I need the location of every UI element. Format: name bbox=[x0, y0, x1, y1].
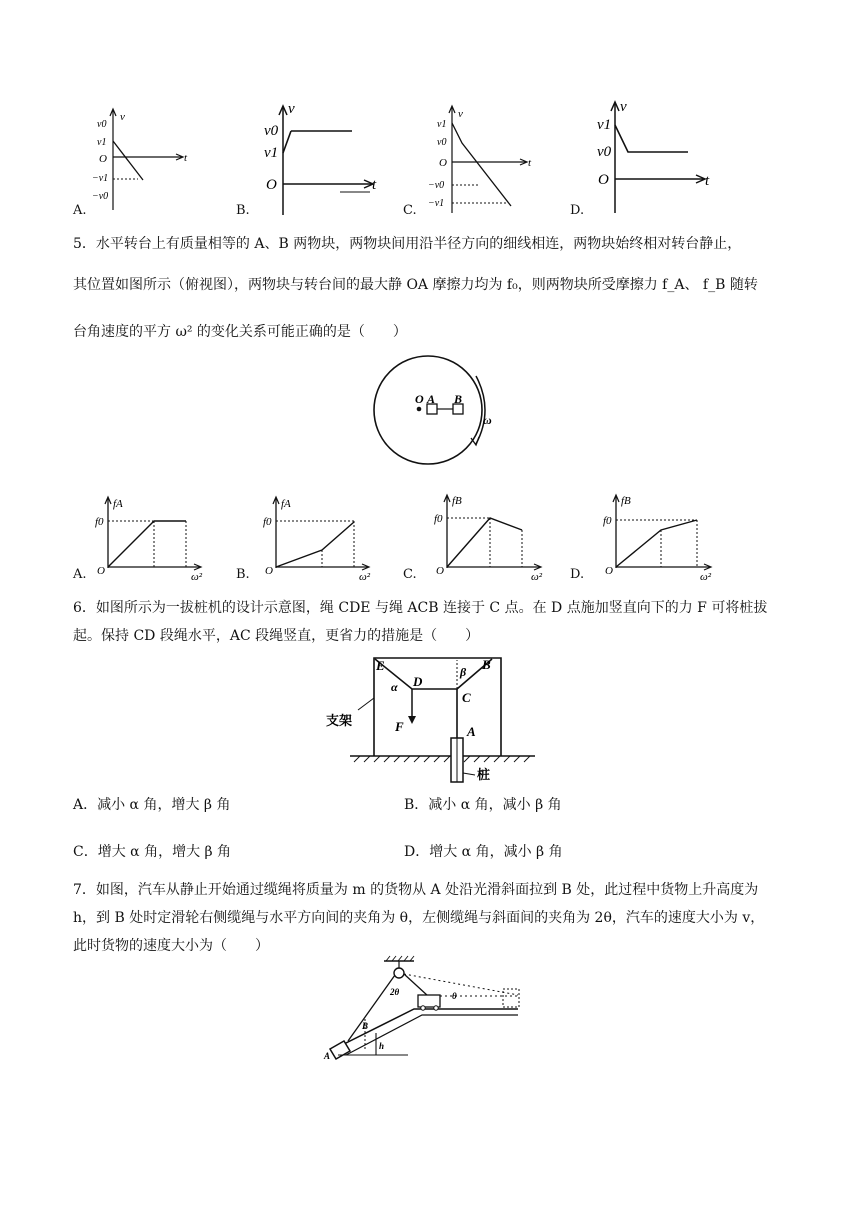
svg-text:v: v bbox=[620, 99, 627, 115]
q6-choice-b: B．减小 α 角，减小 β 角 bbox=[404, 797, 562, 813]
q5-option-b: B. bbox=[236, 567, 250, 582]
svg-text:桩: 桩 bbox=[477, 767, 491, 782]
svg-text:v: v bbox=[288, 101, 295, 117]
q6-stem bbox=[73, 594, 789, 650]
q5-graph-b bbox=[263, 497, 371, 583]
q5-graph-d bbox=[603, 495, 712, 583]
q7-line-1: 7．如图，汽车从静止开始通过缆绳将质量为 m 的货物从 A 处沿光滑斜面拉到 B 处，此过程中货物上升高度为 bbox=[73, 882, 759, 898]
svg-text:−v0: −v0 bbox=[428, 180, 445, 191]
svg-text:ω²: ω² bbox=[531, 571, 543, 583]
svg-text:−v1: −v1 bbox=[428, 198, 445, 209]
q4-option-c: C. bbox=[403, 203, 417, 218]
q5-turntable-figure bbox=[360, 350, 510, 475]
q4-option-a: A. bbox=[73, 203, 87, 218]
q4-graph-d bbox=[597, 99, 710, 213]
svg-text:ω²: ω² bbox=[700, 571, 712, 583]
q5-graph-c bbox=[434, 495, 543, 583]
svg-text:v0: v0 bbox=[97, 119, 107, 130]
svg-text:t: t bbox=[372, 177, 377, 193]
svg-text:v1: v1 bbox=[97, 137, 107, 148]
svg-text:t: t bbox=[528, 157, 532, 169]
svg-text:v1: v1 bbox=[437, 119, 447, 130]
q4-option-b: B. bbox=[236, 203, 250, 218]
svg-text:v: v bbox=[458, 108, 463, 120]
q5-option-c: C. bbox=[403, 567, 417, 582]
q5-graphs bbox=[0, 490, 860, 585]
svg-text:O: O bbox=[266, 177, 277, 193]
q4-graph-b bbox=[264, 101, 377, 215]
svg-text:θ: θ bbox=[452, 991, 457, 1001]
svg-text:支架: 支架 bbox=[326, 713, 353, 728]
svg-text:C: C bbox=[462, 690, 471, 705]
q5-graph-a bbox=[95, 497, 203, 583]
q5-line-3: 台角速度的平方 ω² 的变化关系可能正确的是（ ） bbox=[73, 324, 407, 340]
svg-text:O: O bbox=[97, 565, 105, 577]
svg-text:O: O bbox=[439, 157, 447, 169]
q5-stem bbox=[73, 230, 789, 346]
svg-text:fB: fB bbox=[621, 495, 631, 507]
svg-text:h: h bbox=[379, 1041, 385, 1051]
svg-text:−v1: −v1 bbox=[92, 173, 109, 184]
q7-stem bbox=[73, 876, 789, 960]
svg-text:ω²: ω² bbox=[359, 571, 371, 583]
q6-choice-a: A．减小 α 角，增大 β 角 bbox=[73, 797, 231, 813]
svg-text:O: O bbox=[598, 172, 609, 188]
q6-choice-c: C．增大 α 角，增大 β 角 bbox=[73, 844, 232, 860]
svg-text:O: O bbox=[436, 565, 444, 577]
q4-graphs bbox=[0, 95, 860, 220]
svg-text:v1: v1 bbox=[597, 117, 612, 133]
q7-pulley-figure bbox=[318, 955, 538, 1065]
svg-text:α: α bbox=[391, 680, 398, 694]
svg-text:D: D bbox=[413, 674, 423, 689]
svg-text:B: B bbox=[362, 1021, 369, 1031]
svg-text:A: A bbox=[467, 724, 476, 739]
svg-text:f0: f0 bbox=[603, 515, 612, 527]
svg-text:A: A bbox=[324, 1051, 331, 1061]
q6-choice-d: D．增大 α 角，减小 β 角 bbox=[404, 844, 563, 860]
svg-text:O: O bbox=[605, 565, 613, 577]
svg-text:β: β bbox=[460, 665, 467, 679]
svg-text:ω: ω bbox=[483, 413, 492, 427]
q6-line-1: 6．如图所示为一拔桩机的设计示意图，绳 CDE 与绳 ACB 连接于 C 点。在 D 点施加竖直向下的力 F 可将桩拔 bbox=[73, 600, 768, 616]
q6-pile-driver-figure bbox=[320, 652, 560, 787]
svg-text:ω²: ω² bbox=[191, 571, 203, 583]
svg-text:E: E bbox=[376, 658, 385, 673]
svg-text:f0: f0 bbox=[434, 513, 443, 525]
svg-text:−v0: −v0 bbox=[92, 191, 109, 202]
svg-text:B: B bbox=[482, 657, 491, 672]
svg-text:v1: v1 bbox=[264, 145, 279, 161]
q6-line-2: 起。保持 CD 段绳水平，AC 段绳竖直，更省力的措施是（ ） bbox=[73, 628, 480, 644]
svg-text:2θ: 2θ bbox=[390, 987, 400, 997]
q4-option-d: D. bbox=[570, 203, 585, 218]
svg-text:B: B bbox=[454, 392, 463, 406]
svg-text:t: t bbox=[705, 173, 710, 189]
svg-text:v: v bbox=[120, 111, 125, 123]
q4-graph-c bbox=[428, 106, 532, 213]
q5-option-d: D. bbox=[570, 567, 585, 582]
q4-graph-a bbox=[92, 109, 188, 210]
svg-text:v0: v0 bbox=[264, 123, 279, 139]
q5-option-a: A. bbox=[73, 567, 87, 582]
svg-text:f0: f0 bbox=[95, 516, 104, 528]
svg-text:O: O bbox=[265, 565, 273, 577]
svg-text:F: F bbox=[395, 719, 404, 734]
svg-text:O: O bbox=[99, 153, 107, 165]
svg-text:v0: v0 bbox=[437, 137, 447, 148]
svg-text:f0: f0 bbox=[263, 516, 272, 528]
svg-text:fA: fA bbox=[113, 498, 123, 510]
q5-line-2: 其位置如图所示（俯视图），两物块与转台间的最大静 OA 摩擦力均为 f₀，则两物块所受摩擦力 f_A、 f_B 随转 bbox=[73, 277, 758, 293]
q7-line-2: h，到 B 处时定滑轮右侧缆绳与水平方向间的夹角为 θ，左侧缆绳与斜面间的夹角为 2θ，汽车的速度大小为 v， bbox=[73, 910, 765, 926]
svg-text:t: t bbox=[184, 152, 188, 164]
q7-line-3: 此时货物的速度大小为（ ） bbox=[73, 938, 269, 954]
svg-text:v0: v0 bbox=[597, 144, 612, 160]
q5-line-1: 5．水平转台上有质量相等的 A、B 两物块，两物块间用沿半径方向的细线相连，两物块始终相对转台静止， bbox=[73, 236, 742, 252]
svg-text:fA: fA bbox=[281, 498, 291, 510]
svg-text:A: A bbox=[427, 392, 436, 406]
svg-text:fB: fB bbox=[452, 495, 462, 507]
svg-text:O: O bbox=[415, 392, 424, 406]
